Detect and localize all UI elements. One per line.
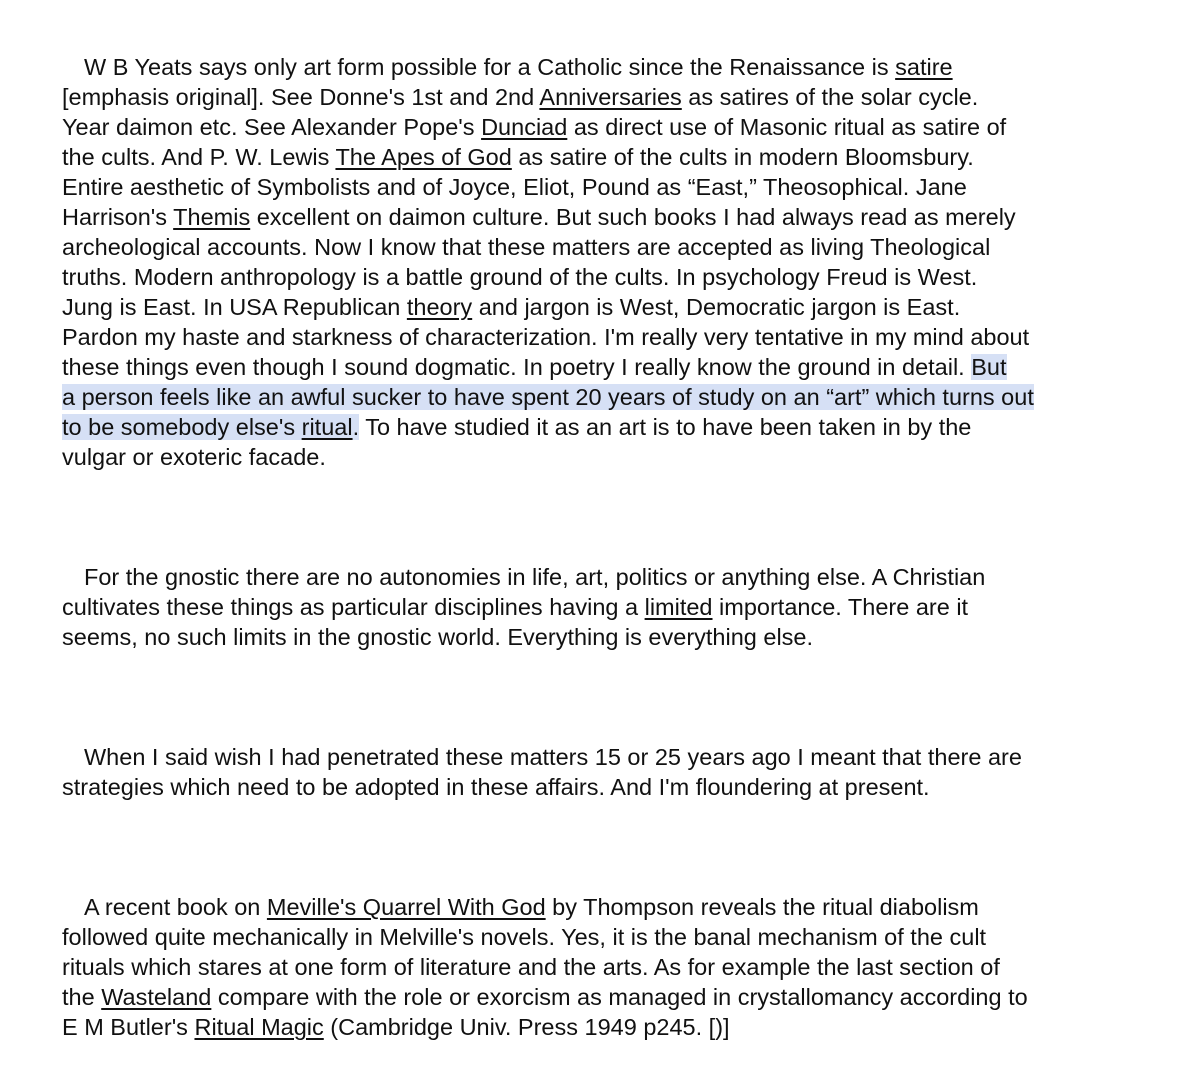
underlined-theory: theory — [406, 294, 473, 320]
text-run: importance. There are it seems, no such limits in the gnostic world. Everything is everything else. — [62, 594, 969, 650]
underlined-title-melville: Meville's Quarrel With God — [266, 894, 546, 920]
underlined-satire: satire — [895, 54, 953, 80]
underlined-title-ritual-magic: Ritual Magic — [194, 1014, 324, 1040]
text-run: as satire of the cults in modern Bloomsbury. Entire aesthetic of Symbolists and of Joyce, Eliot, Pound as “East,” Theosophical. Jane Harrison's — [62, 144, 974, 230]
text-run: and jargon is West, Democratic jargon is East. Pardon my haste and starkness of characterization. I'm really very tentative in my mind about these things even though I sound dogmatic. In poetry I really know the ground in detail. — [62, 294, 1030, 380]
text-run: W B Yeats says only art form possible for a Catholic since the Renaissance is — [84, 54, 896, 80]
underlined-title-themis: Themis — [173, 204, 251, 230]
paragraph-1 — [62, 52, 1152, 472]
text-run: When I said wish I had penetrated these matters 15 or 25 years ago I meant that there are strategies which need to be adopted in these affairs. And I'm floundering at present. — [62, 744, 1022, 800]
underlined-title-anniversaries: Anniversaries — [539, 84, 682, 110]
underlined-limited: limited — [644, 594, 713, 620]
highlighted-text: But a person feels like an awful sucker to have spent 20 years of study on an “art” which turns out to be somebody else's — [62, 354, 1034, 440]
text-run: (Cambridge Univ. Press 1949 p245. [)] — [323, 1014, 730, 1040]
text-run: excellent on daimon culture. But such books I had always read as merely archeological accounts. Now I know that these matters are accepted as living Theological truths. Modern anthropology is a battle ground of the cults. In psychology Freud is West. Jung is East. In USA Republican — [62, 204, 1016, 320]
text-run: A recent book on — [84, 894, 267, 920]
underlined-title-wasteland: Wasteland — [101, 984, 212, 1010]
text-run: by Thompson reveals the ritual diabolism followed quite mechanically in Melville's novels. Yes, it is the banal mechanism of the cult rituals which stares at one form of literature and the arts. As for example the last section of the — [62, 894, 1000, 1010]
text-run: To have studied it as an art is to have been taken in by the vulgar or exoteric facade. — [62, 414, 972, 470]
text-run: as direct use of Masonic ritual as satire of the cults. And P. W. Lewis — [62, 114, 1007, 170]
paragraph-2 — [62, 562, 1152, 652]
underlined-title-apes-of-god: The Apes of God — [335, 144, 512, 170]
text-run: as satires of the solar cycle. Year daimon etc. See Alexander Pope's — [62, 84, 979, 140]
highlighted-period: . — [352, 414, 360, 440]
underlined-title-dunciad: Dunciad — [481, 114, 568, 140]
text-run: compare with the role or exorcism as managed in crystallomancy according to E M Butler's — [62, 984, 1028, 1040]
underlined-ritual: ritual — [301, 414, 353, 440]
paragraph-3 — [62, 742, 1152, 802]
document-page — [62, 22, 1152, 1072]
text-run: [emphasis original]. See Donne's 1st and 2nd — [62, 84, 535, 110]
paragraph-4 — [62, 892, 1152, 1042]
text-run: For the gnostic there are no autonomies in life, art, politics or anything else. A Christian cultivates these things as particular disciplines having a — [62, 564, 986, 620]
